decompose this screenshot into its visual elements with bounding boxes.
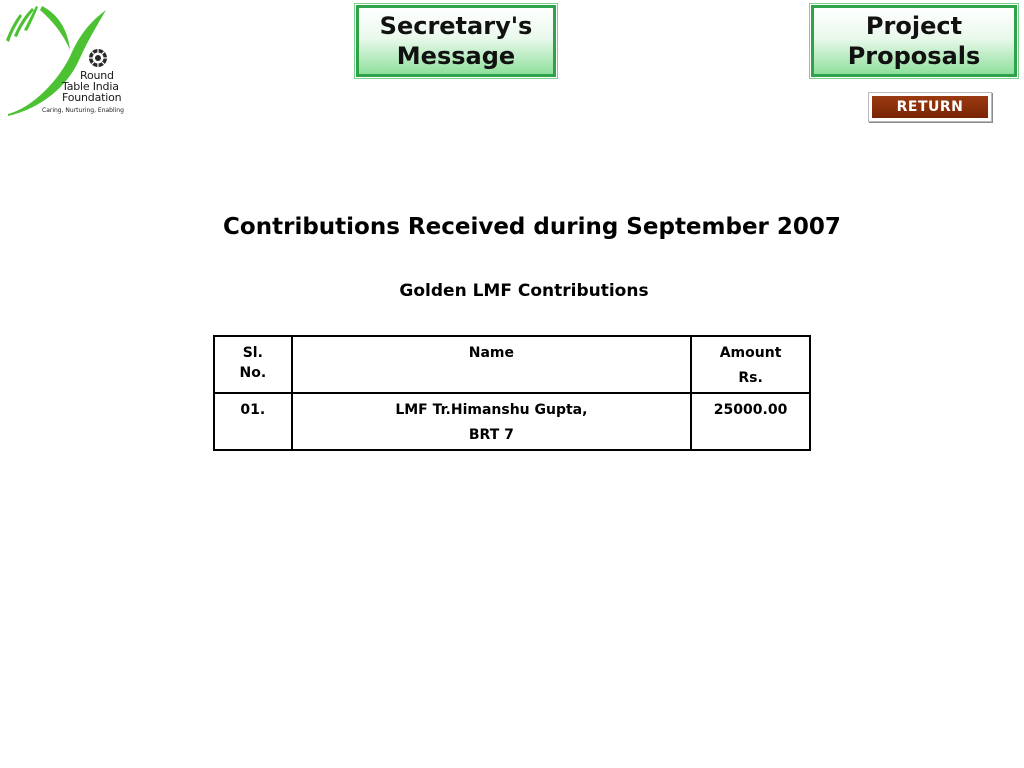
section-subtitle: Golden LMF Contributions [399, 281, 649, 301]
header-name-label: Name [468, 345, 515, 361]
secretarys-message-button[interactable] [356, 5, 556, 77]
logo-name-line2: Table India [62, 80, 119, 93]
header-name [292, 336, 691, 393]
secretarys-message-label: Secretary's Message [379, 12, 533, 70]
project-proposals-label: Project Proposals [847, 12, 981, 70]
cell-amount [691, 393, 810, 450]
cell-sl-no [214, 393, 292, 450]
foundation-logo[interactable] [2, 0, 142, 122]
cell-amount-value: 25000.00 [713, 402, 788, 418]
cell-name-line1: LMF Tr.Himanshu Gupta, [395, 402, 588, 418]
return-button[interactable] [868, 92, 992, 122]
table-header-row [214, 336, 810, 393]
logo-name-line3: Foundation [62, 91, 122, 104]
page-title: Contributions Received during September 2007 [223, 214, 841, 240]
header-sl-no [214, 336, 292, 393]
project-proposals-button[interactable] [811, 5, 1017, 77]
logo-tagline: Caring, Nurturing, Enabling [42, 107, 124, 114]
cell-name [292, 393, 691, 450]
table-row [214, 393, 810, 450]
cell-sl-value: 01. [240, 402, 266, 418]
header-sl-line1: Sl. [242, 345, 263, 361]
return-label: RETURN [872, 96, 988, 118]
logo-wordmark [62, 70, 121, 103]
logo-name-line1: Round [80, 69, 114, 82]
header-amount-line1: Amount [719, 345, 782, 361]
header-amount-line2: Rs. [738, 370, 763, 386]
header-sl-line2: No. [239, 365, 267, 381]
header-amount [691, 336, 810, 393]
contributions-table [213, 335, 811, 451]
cell-name-line2: BRT 7 [468, 427, 514, 443]
